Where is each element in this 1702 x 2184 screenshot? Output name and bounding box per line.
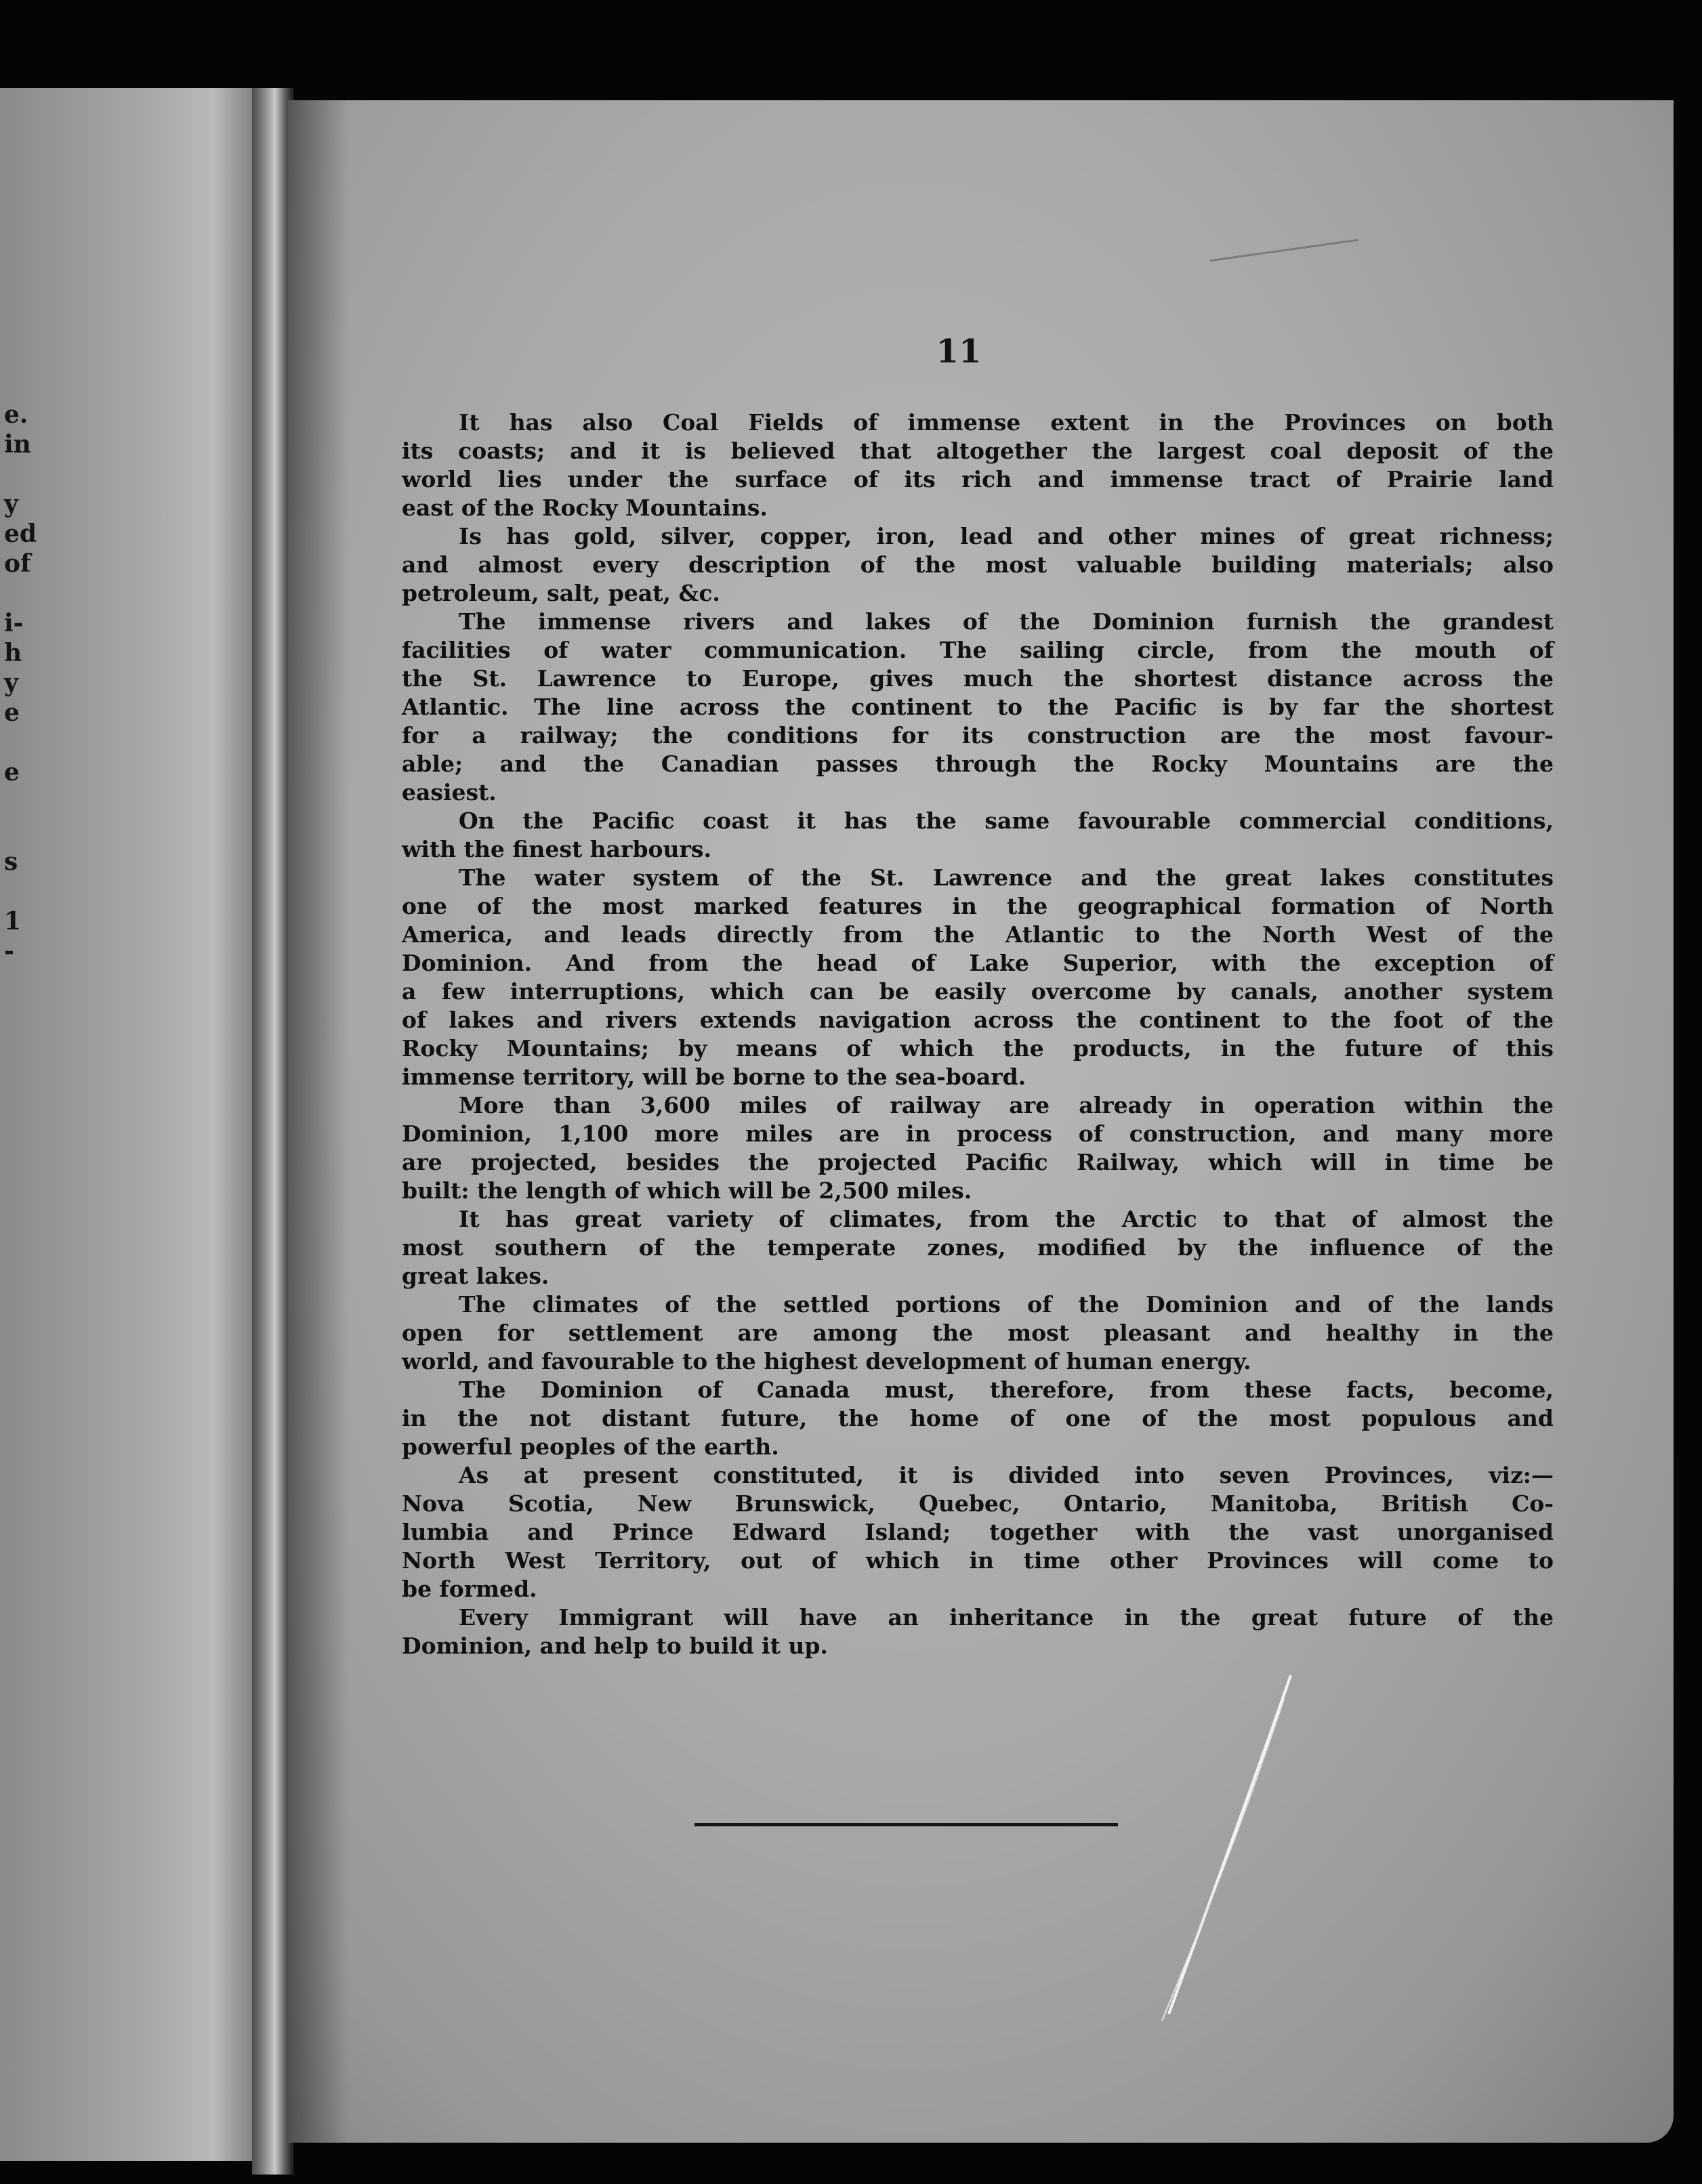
- left-page-fragment: i-: [4, 609, 24, 637]
- text-line: Every Immigrant will have an inheritance in the great future of the: [459, 1604, 1554, 1631]
- text-line: Rocky Mountains; by means of which the products, in the future of this: [402, 1035, 1554, 1062]
- text-line: world lies under the surface of its rich and immense tract of Prairie land: [402, 466, 1554, 492]
- text-line: On the Pacific coast it has the same favourable commercial conditions,: [459, 807, 1554, 834]
- left-page-fragment: e: [4, 758, 20, 786]
- scan-scratch-mark: [1210, 239, 1358, 262]
- left-page-fragment: y: [4, 490, 18, 518]
- text-line: in the not distant future, the home of one of the most populous and: [402, 1405, 1554, 1431]
- text-line: Is has gold, silver, copper, iron, lead and other mines of great richness;: [459, 523, 1554, 549]
- text-line: built: the length of which will be 2,500 miles.: [402, 1177, 972, 1204]
- left-page-fragment: e.: [4, 400, 28, 429]
- text-line: easiest.: [402, 779, 497, 805]
- left-page-fragment: [4, 728, 45, 757]
- text-line: America, and leads directly from the Atlantic to the North West of the: [402, 921, 1554, 948]
- closing-rule: [694, 1823, 1118, 1826]
- text-line: lumbia and Prince Edward Island; together with the vast unorganised: [402, 1519, 1554, 1545]
- text-line: Atlantic. The line across the continent to the Pacific is by far the shortest: [402, 694, 1554, 720]
- left-page-fragment: [4, 787, 45, 817]
- text-line: Dominion, and help to build it up.: [402, 1633, 828, 1659]
- left-page-fragment: y: [4, 669, 18, 697]
- left-facing-page-edge: [0, 88, 268, 2161]
- left-page-fragment: s: [4, 847, 18, 876]
- left-page-fragment: [4, 579, 45, 608]
- text-line: The immense rivers and lakes of the Dominion furnish the grandest: [459, 608, 1554, 635]
- text-line: open for settlement are among the most pleasant and healthy in the: [402, 1320, 1554, 1346]
- text-line: petroleum, salt, peat, &c.: [402, 580, 720, 606]
- document-page: [288, 100, 1674, 2143]
- left-page-fragment: ed: [4, 520, 37, 548]
- text-line: east of the Rocky Mountains.: [402, 495, 768, 521]
- text-line: powerful peoples of the earth.: [402, 1433, 779, 1460]
- page-body-text: [402, 408, 1554, 1660]
- text-line: As at present constituted, it is divided into seven Provinces, viz:—: [459, 1462, 1554, 1488]
- text-line: facilities of water communication. The sailing circle, from the mouth of: [402, 637, 1554, 663]
- left-page-fragment: [4, 817, 45, 847]
- text-line: North West Territory, out of which in time other Provinces will come to: [402, 1547, 1554, 1574]
- text-line: Dominion. And from the head of Lake Superior, with the exception of: [402, 950, 1554, 976]
- text-line: the St. Lawrence to Europe, gives much the shortest distance across the: [402, 665, 1554, 692]
- pencil-slash-stroke: [1169, 1675, 1291, 2014]
- text-line: be formed.: [402, 1576, 537, 1602]
- left-page-fragment: 1: [4, 907, 22, 936]
- left-page-fragment: in: [4, 430, 31, 459]
- page-binding-shadow: [288, 100, 349, 2143]
- text-line: most southern of the temperate zones, modified by the influence of the: [402, 1234, 1554, 1261]
- left-page-fragment: -: [4, 937, 14, 965]
- text-line: The water system of the St. Lawrence and the great lakes constitutes: [459, 864, 1554, 891]
- text-line: The climates of the settled portions of the Dominion and of the lands: [459, 1291, 1554, 1318]
- text-line: and almost every description of the most valuable building materials; also: [402, 551, 1554, 578]
- page-number: 11: [936, 333, 982, 371]
- text-line: a few interruptions, which can be easily overcome by canals, another system: [402, 978, 1554, 1005]
- text-line: The Dominion of Canada must, therefore, from these facts, become,: [459, 1377, 1554, 1403]
- text-line: are projected, besides the projected Pacific Railway, which will in time be: [402, 1149, 1554, 1175]
- text-line: of lakes and rivers extends navigation across the continent to the foot of the: [402, 1007, 1554, 1033]
- left-page-fragment: [4, 459, 45, 489]
- text-line: great lakes.: [402, 1263, 549, 1289]
- left-page-text-fragments: [4, 400, 45, 966]
- text-line: Dominion, 1,100 more miles are in process of construction, and many more: [402, 1120, 1554, 1147]
- text-line: It has also Coal Fields of immense extent in the Provinces on both: [459, 409, 1554, 436]
- text-line: its coasts; and it is believed that altogether the largest coal deposit of the: [402, 438, 1554, 464]
- text-line: one of the most marked features in the geographical formation of North: [402, 893, 1554, 919]
- text-line: immense territory, will be borne to the sea-board.: [402, 1064, 1026, 1090]
- text-line: Nova Scotia, New Brunswick, Quebec, Ontario, Manitoba, British Co-: [402, 1490, 1554, 1517]
- pencil-slash-mark: [1148, 1672, 1298, 2024]
- text-line: world, and favourable to the highest development of human energy.: [402, 1348, 1251, 1374]
- text-line: with the finest harbours.: [402, 836, 711, 862]
- left-page-fragment: h: [4, 639, 22, 667]
- text-line: It has great variety of climates, from the Arctic to that of almost the: [459, 1206, 1554, 1232]
- left-page-fragment: [4, 877, 45, 906]
- text-line: for a railway; the conditions for its construction are the most favour-: [402, 722, 1554, 749]
- left-page-fragment: e: [4, 698, 20, 727]
- text-line: More than 3,600 miles of railway are already in operation within the: [459, 1092, 1554, 1118]
- left-page-fragment: of: [4, 549, 31, 578]
- text-line: able; and the Canadian passes through the Rocky Mountains are the: [402, 751, 1554, 777]
